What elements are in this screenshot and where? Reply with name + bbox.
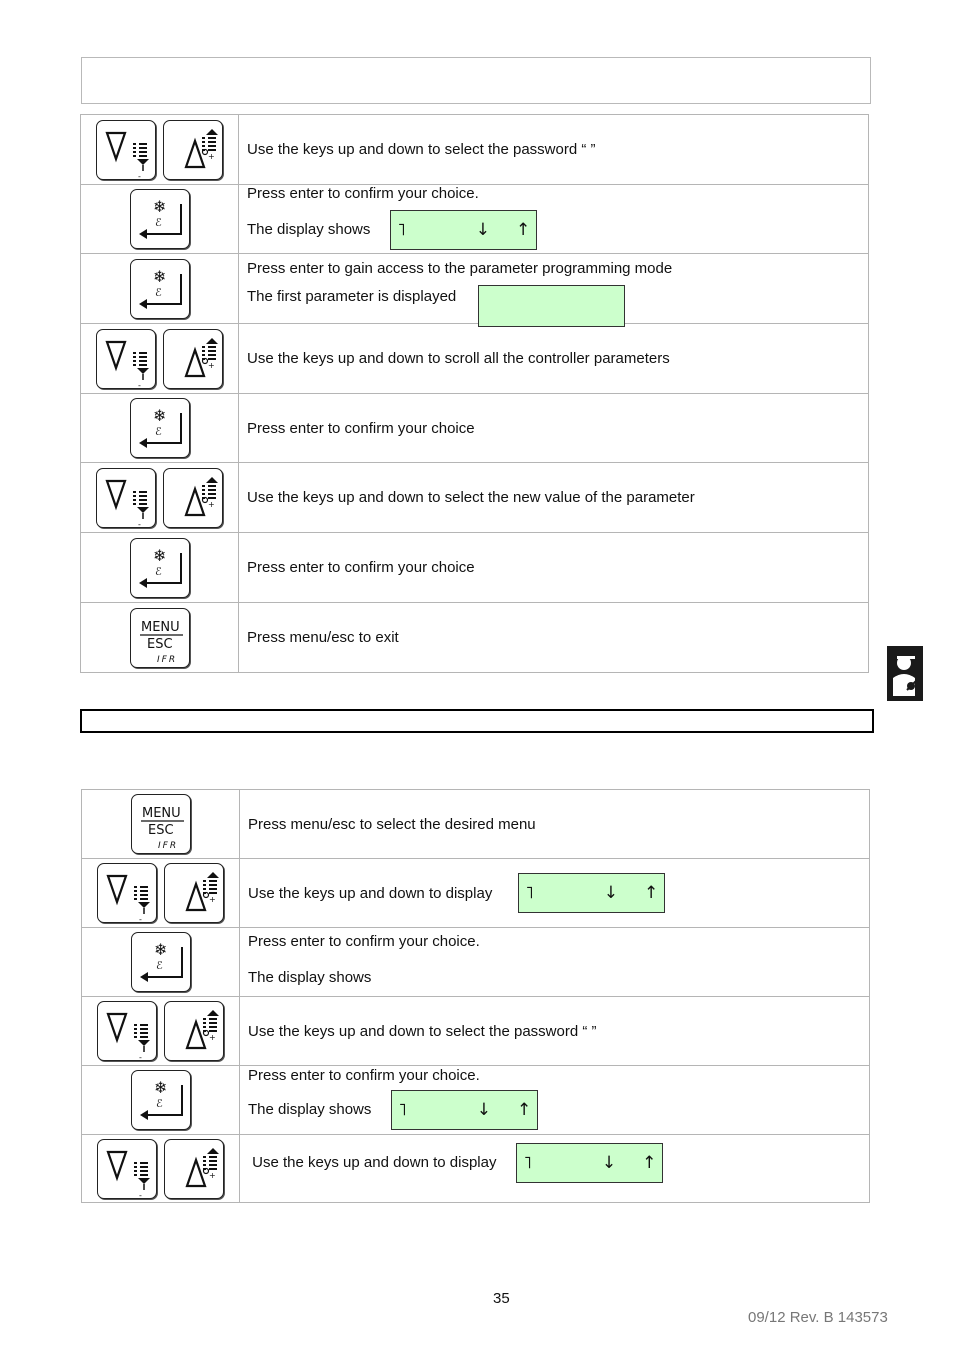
- step-label: The first parameter is displayed: [247, 287, 457, 305]
- enter-icon: [131, 539, 189, 597]
- enter-symbol-icon: ˥: [523, 1152, 532, 1173]
- step-label: The display shows: [247, 221, 371, 238]
- table-row: [81, 185, 869, 254]
- arrow-up-icon: [165, 864, 223, 922]
- up-key[interactable]: [163, 329, 223, 389]
- steps-table-2: [81, 789, 870, 1203]
- arrow-down-icon: [97, 121, 155, 179]
- arrow-up-icon: [164, 469, 222, 527]
- step-label: Press enter to gain access to the parameter programming mode: [247, 260, 673, 277]
- arrow-down-icon: [98, 864, 156, 922]
- page-number: 35: [493, 1290, 510, 1307]
- lcd-display: [518, 873, 665, 913]
- svg-text:ESC: ESC: [146, 636, 173, 652]
- table-row: [82, 1066, 870, 1135]
- enter-symbol-icon: ˥: [398, 1099, 407, 1120]
- menu-esc-icon: [132, 795, 190, 853]
- step-label: Use the keys up and down to display: [248, 884, 493, 902]
- lcd-display: [391, 1090, 538, 1130]
- step-label: Use the keys up and down to select the new value of the parameter: [247, 489, 695, 506]
- table-row: [81, 394, 869, 463]
- arrow-up-icon: ↑: [643, 883, 659, 903]
- lcd-display: [478, 285, 625, 327]
- svg-text:MENU: MENU: [141, 806, 181, 821]
- table-row: [81, 463, 869, 533]
- arrow-up-icon: [165, 1140, 223, 1198]
- step-label: Use the keys up and down to display: [248, 1154, 497, 1171]
- menu-esc-key[interactable]: [130, 608, 190, 668]
- table-row: [82, 790, 870, 859]
- step-text: [240, 1066, 870, 1135]
- header-box: [81, 57, 871, 104]
- enter-key[interactable]: [130, 259, 190, 319]
- step-label: Press enter to confirm your choice: [247, 559, 475, 576]
- down-key[interactable]: [96, 468, 156, 528]
- arrow-up-icon: [164, 330, 222, 388]
- table-row: [81, 533, 869, 603]
- up-key[interactable]: [164, 1001, 224, 1061]
- table-row: [82, 859, 870, 928]
- arrow-up-icon: [165, 1002, 223, 1060]
- table-row: [81, 115, 869, 185]
- table-row: [81, 324, 869, 394]
- arrow-down-icon: ↓: [601, 1152, 617, 1173]
- step-text: [240, 859, 870, 928]
- technician-icon: [887, 646, 923, 701]
- menu-esc-icon: [131, 609, 189, 667]
- step-text: [240, 790, 870, 859]
- step-text: [240, 1135, 870, 1203]
- step-label: Use the keys up and down to select the password “ ”: [247, 141, 596, 158]
- enter-key[interactable]: [131, 1070, 191, 1130]
- enter-key[interactable]: [131, 932, 191, 992]
- step-label: Press menu/esc to select the desired menu: [248, 815, 536, 833]
- step-label: Use the keys up and down to select the password “ ”: [248, 1022, 597, 1040]
- enter-key[interactable]: [130, 189, 190, 249]
- lcd-display: [390, 210, 537, 250]
- svg-text:MENU: MENU: [140, 619, 180, 635]
- enter-icon: [132, 1071, 190, 1129]
- arrow-down-icon: [97, 330, 155, 388]
- step-text: [239, 533, 869, 603]
- step-label: Press enter to confirm your choice.: [248, 932, 480, 950]
- up-key[interactable]: [163, 120, 223, 180]
- up-key[interactable]: [164, 863, 224, 923]
- down-key[interactable]: [96, 329, 156, 389]
- step-text: [239, 254, 869, 324]
- table-row: [82, 997, 870, 1066]
- down-key[interactable]: [97, 863, 157, 923]
- arrow-up-icon: ↑: [517, 1099, 532, 1120]
- enter-symbol-icon: ˥: [397, 219, 406, 240]
- svg-text:IFR: IFR: [157, 841, 178, 851]
- step-label: Use the keys up and down to scroll all the controller parameters: [247, 350, 670, 367]
- step-text: [240, 928, 870, 997]
- enter-key[interactable]: [130, 398, 190, 458]
- menu-esc-key[interactable]: [131, 794, 191, 854]
- step-text: [239, 394, 869, 463]
- arrow-down-icon: ↓: [603, 883, 618, 903]
- table-row: [82, 928, 870, 997]
- arrow-down-icon: ↓: [476, 1099, 492, 1120]
- step-label: Press menu/esc to exit: [247, 629, 399, 646]
- arrow-up-icon: ↑: [516, 219, 531, 240]
- step-text: [239, 463, 869, 533]
- revision-info: 09/12 Rev. B 143573: [748, 1309, 888, 1326]
- step-text: [239, 324, 869, 394]
- table-row: [81, 254, 869, 324]
- step-text: [239, 115, 869, 185]
- arrow-down-icon: ↓: [475, 219, 491, 240]
- step-label: The display shows: [248, 968, 372, 986]
- svg-text:ESC: ESC: [147, 823, 174, 838]
- enter-icon: [131, 399, 189, 457]
- step-label: Press enter to confirm your choice: [247, 419, 475, 437]
- down-key[interactable]: [97, 1001, 157, 1061]
- enter-symbol-icon: ˥: [525, 883, 534, 903]
- table-row: [82, 1135, 870, 1203]
- step-text: [239, 185, 869, 254]
- step-label: The display shows: [248, 1101, 372, 1118]
- enter-icon: [131, 260, 189, 318]
- table-row: [81, 603, 869, 673]
- section-title-box: [80, 709, 874, 733]
- down-key[interactable]: [97, 1139, 157, 1199]
- svg-text:IFR: IFR: [156, 654, 177, 665]
- down-key[interactable]: [96, 120, 156, 180]
- lcd-display: [516, 1143, 663, 1183]
- enter-icon: [132, 933, 190, 991]
- step-text: [239, 603, 869, 673]
- up-key[interactable]: [163, 468, 223, 528]
- step-text: [240, 997, 870, 1066]
- steps-table-1: [80, 114, 869, 673]
- up-key[interactable]: [164, 1139, 224, 1199]
- arrow-up-icon: [164, 121, 222, 179]
- arrow-down-icon: [98, 1140, 156, 1198]
- arrow-down-icon: [97, 469, 155, 527]
- arrow-down-icon: [98, 1002, 156, 1060]
- arrow-up-icon: ↑: [642, 1152, 657, 1173]
- step-label: Press enter to confirm your choice.: [248, 1066, 480, 1084]
- enter-icon: [131, 190, 189, 248]
- enter-key[interactable]: [130, 538, 190, 598]
- step-label: Press enter to confirm your choice.: [247, 184, 479, 202]
